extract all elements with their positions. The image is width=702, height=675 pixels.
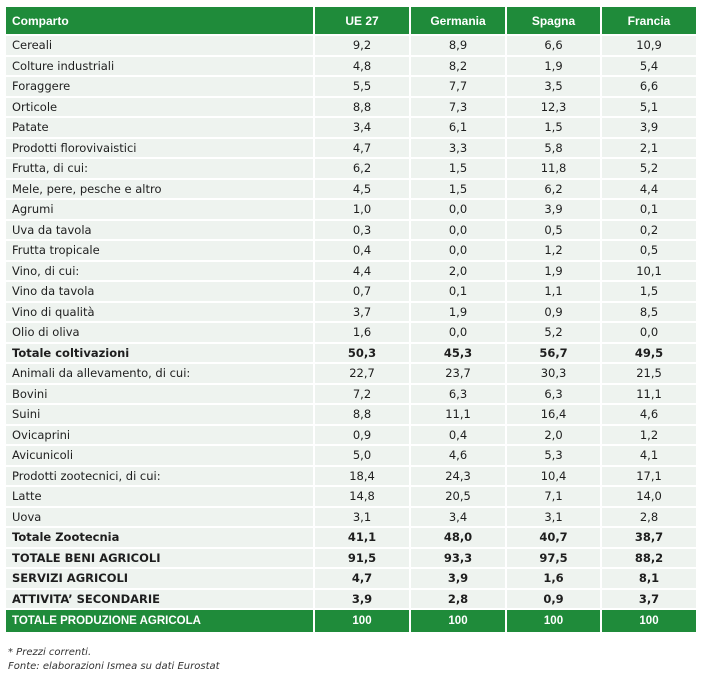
cell-spagna: 6,6 xyxy=(506,35,601,56)
cell-germania: 7,7 xyxy=(410,76,506,97)
cell-francia: 0,0 xyxy=(601,322,696,343)
cell-ue27: 3,4 xyxy=(314,117,410,138)
cell-spagna: 1,6 xyxy=(506,568,601,589)
cell-ue27: 4,8 xyxy=(314,56,410,77)
cell-germania: 3,4 xyxy=(410,507,506,528)
row-label: Prodotti florovivaistici xyxy=(6,138,314,159)
table-body xyxy=(6,35,696,633)
cell-francia: 2,1 xyxy=(601,138,696,159)
cell-ue27: 3,9 xyxy=(314,589,410,610)
row-label: Bovini xyxy=(6,384,314,405)
cell-francia: 5,4 xyxy=(601,56,696,77)
table-row xyxy=(6,425,696,446)
cell-spagna: 2,0 xyxy=(506,425,601,446)
table-row xyxy=(6,527,696,548)
cell-spagna: 0,5 xyxy=(506,220,601,241)
cell-spagna: 56,7 xyxy=(506,343,601,364)
footnotes xyxy=(6,646,696,674)
total-cell-francia: 100 xyxy=(601,609,696,633)
cell-germania: 8,9 xyxy=(410,35,506,56)
cell-francia: 4,1 xyxy=(601,445,696,466)
cell-spagna: 6,2 xyxy=(506,179,601,200)
table-row xyxy=(6,507,696,528)
row-label: SERVIZI AGRICOLI xyxy=(6,568,314,589)
cell-francia: 10,1 xyxy=(601,261,696,282)
table-row xyxy=(6,445,696,466)
cell-ue27: 91,5 xyxy=(314,548,410,569)
cell-francia: 1,2 xyxy=(601,425,696,446)
total-cell-spagna: 100 xyxy=(506,609,601,633)
cell-francia: 4,4 xyxy=(601,179,696,200)
cell-francia: 3,9 xyxy=(601,117,696,138)
row-label: Cereali xyxy=(6,35,314,56)
cell-francia: 4,6 xyxy=(601,404,696,425)
cell-germania: 1,5 xyxy=(410,158,506,179)
row-label: Vino da tavola xyxy=(6,281,314,302)
table-row xyxy=(6,220,696,241)
table-row xyxy=(6,322,696,343)
cell-francia: 3,7 xyxy=(601,589,696,610)
cell-spagna: 0,9 xyxy=(506,302,601,323)
cell-spagna: 0,9 xyxy=(506,589,601,610)
row-label: ATTIVITA’ SECONDARIE xyxy=(6,589,314,610)
cell-spagna: 10,4 xyxy=(506,466,601,487)
cell-francia: 88,2 xyxy=(601,548,696,569)
cell-ue27: 0,9 xyxy=(314,425,410,446)
table-row xyxy=(6,363,696,384)
cell-germania: 6,1 xyxy=(410,117,506,138)
cell-ue27: 7,2 xyxy=(314,384,410,405)
total-cell-ue27: 100 xyxy=(314,609,410,633)
cell-germania: 0,4 xyxy=(410,425,506,446)
cell-ue27: 3,7 xyxy=(314,302,410,323)
cell-spagna: 1,5 xyxy=(506,117,601,138)
cell-ue27: 1,6 xyxy=(314,322,410,343)
cell-germania: 2,0 xyxy=(410,261,506,282)
header-spagna: Spagna xyxy=(506,7,601,35)
cell-francia: 6,6 xyxy=(601,76,696,97)
cell-ue27: 4,7 xyxy=(314,138,410,159)
row-label: Totale Zootecnia xyxy=(6,527,314,548)
row-label: Uva da tavola xyxy=(6,220,314,241)
cell-ue27: 3,1 xyxy=(314,507,410,528)
cell-spagna: 16,4 xyxy=(506,404,601,425)
cell-germania: 2,8 xyxy=(410,589,506,610)
cell-germania: 3,3 xyxy=(410,138,506,159)
row-label: Agrumi xyxy=(6,199,314,220)
cell-spagna: 1,2 xyxy=(506,240,601,261)
cell-ue27: 14,8 xyxy=(314,486,410,507)
row-label: Colture industriali xyxy=(6,56,314,77)
row-label: Ovicaprini xyxy=(6,425,314,446)
cell-ue27: 22,7 xyxy=(314,363,410,384)
cell-germania: 1,5 xyxy=(410,179,506,200)
header-germania: Germania xyxy=(410,7,506,35)
cell-francia: 21,5 xyxy=(601,363,696,384)
cell-spagna: 6,3 xyxy=(506,384,601,405)
cell-ue27: 18,4 xyxy=(314,466,410,487)
table-row xyxy=(6,117,696,138)
table-row xyxy=(6,76,696,97)
note-prices: * Prezzi correnti. xyxy=(8,647,92,658)
cell-spagna: 5,3 xyxy=(506,445,601,466)
row-label: Latte xyxy=(6,486,314,507)
row-label: Avicunicoli xyxy=(6,445,314,466)
row-label: Vino, di cui: xyxy=(6,261,314,282)
row-label: Prodotti zootecnici, di cui: xyxy=(6,466,314,487)
table-row xyxy=(6,56,696,77)
cell-francia: 5,2 xyxy=(601,158,696,179)
cell-francia: 38,7 xyxy=(601,527,696,548)
cell-francia: 2,8 xyxy=(601,507,696,528)
cell-spagna: 3,9 xyxy=(506,199,601,220)
table-container xyxy=(6,7,696,674)
row-label: Mele, pere, pesche e altro xyxy=(6,179,314,200)
row-label: Frutta tropicale xyxy=(6,240,314,261)
table-row xyxy=(6,97,696,118)
table-row xyxy=(6,261,696,282)
cell-spagna: 11,8 xyxy=(506,158,601,179)
cell-francia: 8,5 xyxy=(601,302,696,323)
row-label: Uova xyxy=(6,507,314,528)
table-row xyxy=(6,568,696,589)
row-label: Patate xyxy=(6,117,314,138)
table-row xyxy=(6,404,696,425)
table-row xyxy=(6,281,696,302)
production-table xyxy=(6,7,696,634)
header-ue27: UE 27 xyxy=(314,7,410,35)
total-row xyxy=(6,609,696,633)
cell-germania: 24,3 xyxy=(410,466,506,487)
cell-spagna: 1,9 xyxy=(506,56,601,77)
cell-ue27: 8,8 xyxy=(314,97,410,118)
cell-francia: 0,2 xyxy=(601,220,696,241)
cell-spagna: 5,8 xyxy=(506,138,601,159)
cell-ue27: 4,4 xyxy=(314,261,410,282)
cell-ue27: 5,0 xyxy=(314,445,410,466)
cell-ue27: 0,3 xyxy=(314,220,410,241)
cell-spagna: 3,1 xyxy=(506,507,601,528)
cell-germania: 7,3 xyxy=(410,97,506,118)
table-row xyxy=(6,179,696,200)
row-label: Suini xyxy=(6,404,314,425)
cell-ue27: 6,2 xyxy=(314,158,410,179)
table-row xyxy=(6,158,696,179)
cell-germania: 0,1 xyxy=(410,281,506,302)
cell-francia: 49,5 xyxy=(601,343,696,364)
cell-germania: 4,6 xyxy=(410,445,506,466)
cell-germania: 1,9 xyxy=(410,302,506,323)
row-label: Totale coltivazioni xyxy=(6,343,314,364)
cell-germania: 0,0 xyxy=(410,240,506,261)
cell-germania: 48,0 xyxy=(410,527,506,548)
table-row xyxy=(6,343,696,364)
cell-germania: 45,3 xyxy=(410,343,506,364)
cell-spagna: 7,1 xyxy=(506,486,601,507)
cell-spagna: 30,3 xyxy=(506,363,601,384)
cell-germania: 3,9 xyxy=(410,568,506,589)
cell-ue27: 1,0 xyxy=(314,199,410,220)
table-row xyxy=(6,199,696,220)
header-row xyxy=(6,7,696,35)
total-cell-germania: 100 xyxy=(410,609,506,633)
row-label: Animali da allevamento, di cui: xyxy=(6,363,314,384)
cell-ue27: 0,7 xyxy=(314,281,410,302)
cell-spagna: 5,2 xyxy=(506,322,601,343)
cell-ue27: 9,2 xyxy=(314,35,410,56)
cell-spagna: 97,5 xyxy=(506,548,601,569)
cell-germania: 23,7 xyxy=(410,363,506,384)
cell-ue27: 4,5 xyxy=(314,179,410,200)
cell-germania: 0,0 xyxy=(410,322,506,343)
note-source: Fonte: elaborazioni Ismea su dati Eurostat xyxy=(8,661,220,672)
table-row xyxy=(6,240,696,261)
cell-francia: 0,1 xyxy=(601,199,696,220)
cell-ue27: 4,7 xyxy=(314,568,410,589)
cell-spagna: 3,5 xyxy=(506,76,601,97)
row-label: Vino di qualità xyxy=(6,302,314,323)
cell-francia: 14,0 xyxy=(601,486,696,507)
cell-ue27: 50,3 xyxy=(314,343,410,364)
cell-ue27: 41,1 xyxy=(314,527,410,548)
table-row xyxy=(6,486,696,507)
cell-germania: 11,1 xyxy=(410,404,506,425)
cell-francia: 17,1 xyxy=(601,466,696,487)
cell-ue27: 5,5 xyxy=(314,76,410,97)
cell-germania: 20,5 xyxy=(410,486,506,507)
cell-germania: 0,0 xyxy=(410,199,506,220)
row-label: TOTALE BENI AGRICOLI xyxy=(6,548,314,569)
cell-germania: 93,3 xyxy=(410,548,506,569)
cell-francia: 0,5 xyxy=(601,240,696,261)
header-comparto: Comparto xyxy=(6,7,314,35)
table-row xyxy=(6,466,696,487)
table-row xyxy=(6,589,696,610)
cell-francia: 1,5 xyxy=(601,281,696,302)
row-label: Olio di oliva xyxy=(6,322,314,343)
row-label: Orticole xyxy=(6,97,314,118)
cell-germania: 0,0 xyxy=(410,220,506,241)
table-row xyxy=(6,548,696,569)
cell-germania: 6,3 xyxy=(410,384,506,405)
cell-spagna: 1,9 xyxy=(506,261,601,282)
table-row xyxy=(6,384,696,405)
table-row xyxy=(6,35,696,56)
cell-francia: 8,1 xyxy=(601,568,696,589)
cell-spagna: 40,7 xyxy=(506,527,601,548)
cell-spagna: 12,3 xyxy=(506,97,601,118)
cell-francia: 5,1 xyxy=(601,97,696,118)
cell-francia: 11,1 xyxy=(601,384,696,405)
table-row xyxy=(6,138,696,159)
cell-ue27: 8,8 xyxy=(314,404,410,425)
header-francia: Francia xyxy=(601,7,696,35)
cell-germania: 8,2 xyxy=(410,56,506,77)
row-label: Foraggere xyxy=(6,76,314,97)
row-label: Frutta, di cui: xyxy=(6,158,314,179)
cell-francia: 10,9 xyxy=(601,35,696,56)
total-label: TOTALE PRODUZIONE AGRICOLA xyxy=(6,609,314,633)
cell-spagna: 1,1 xyxy=(506,281,601,302)
table-row xyxy=(6,302,696,323)
cell-ue27: 0,4 xyxy=(314,240,410,261)
